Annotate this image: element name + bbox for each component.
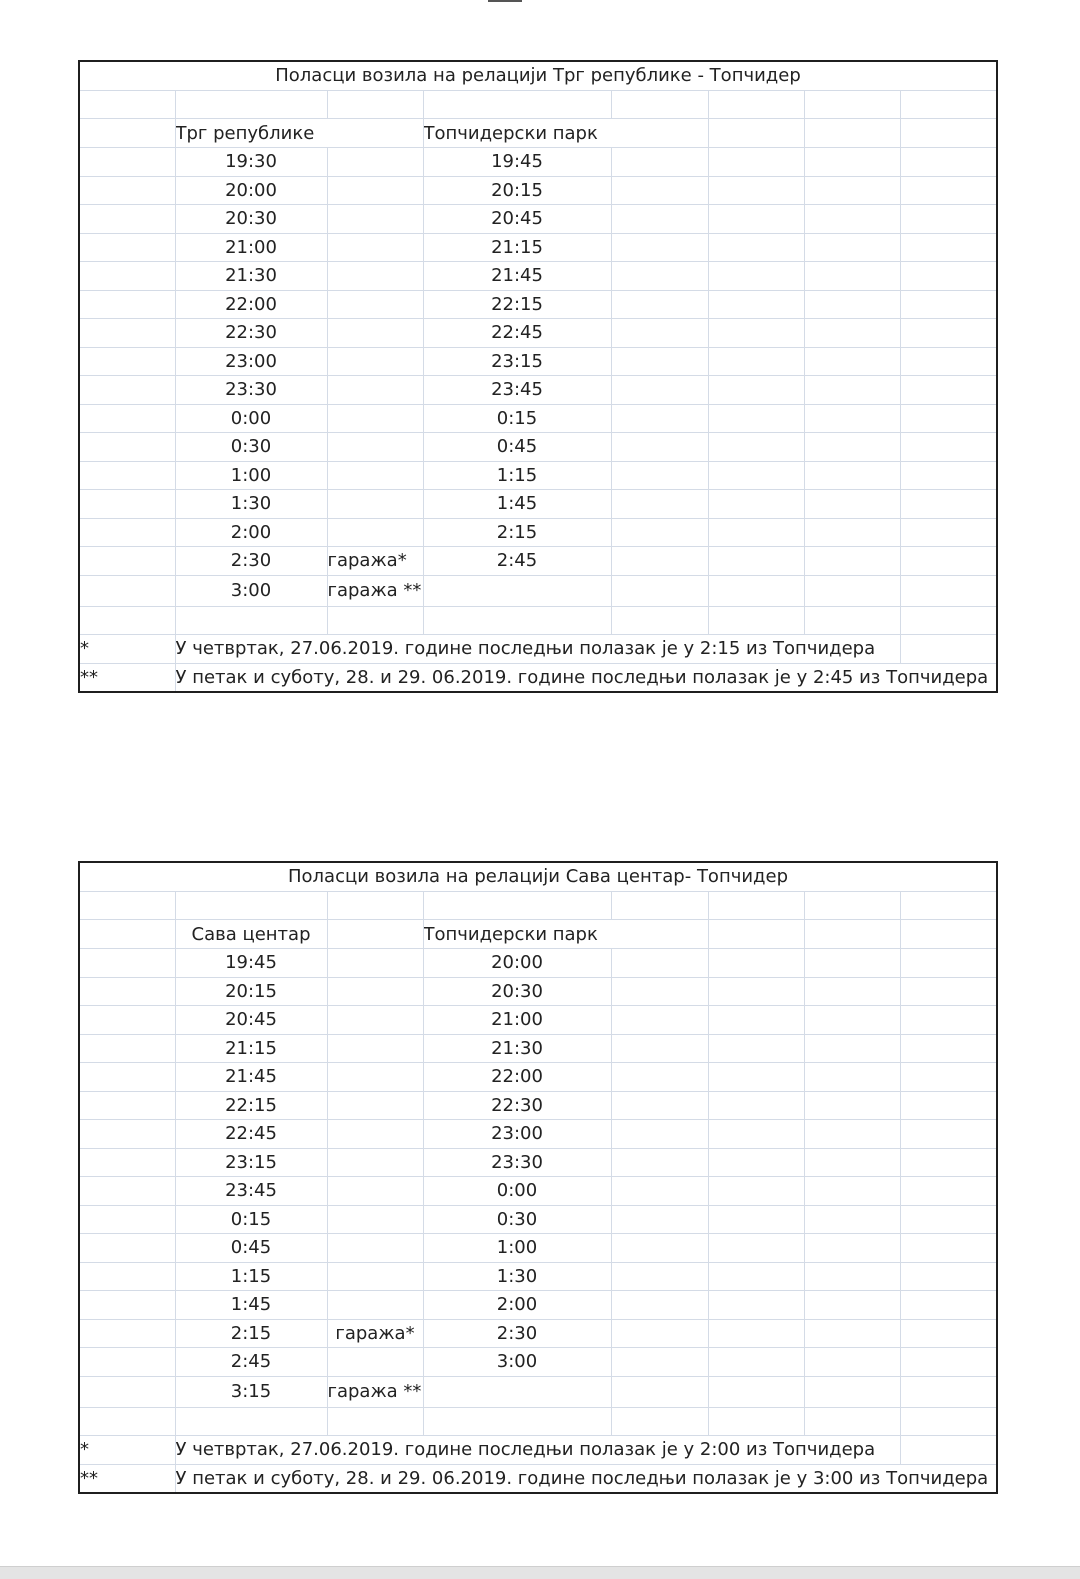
row-note (327, 376, 423, 405)
row-note (327, 1234, 423, 1263)
arrival-time: 22:00 (423, 1063, 611, 1092)
arrival-time: 2:30 (423, 1319, 611, 1348)
row-note (327, 176, 423, 205)
table-row (79, 433, 997, 462)
table-title: Поласци возила на релацији Сава центар- Топчидер (79, 862, 997, 891)
departure-time: 20:00 (175, 176, 327, 205)
footnote-text: У петак и суботу, 28. и 29. 06.2019. године последњи полазак је у 3:00 из Топчидера (175, 1464, 997, 1493)
arrival-time: 23:45 (423, 376, 611, 405)
departure-time: 22:15 (175, 1091, 327, 1120)
departure-time: 1:45 (175, 1291, 327, 1320)
row-note (327, 290, 423, 319)
table-row (79, 1034, 997, 1063)
departure-time: 20:30 (175, 205, 327, 234)
row-note: гаража* (327, 547, 423, 576)
table-row (79, 490, 997, 519)
arrival-time: 2:00 (423, 1291, 611, 1320)
departure-time: 3:00 (175, 575, 327, 606)
arrival-time: 2:45 (423, 547, 611, 576)
column-header-departure: Трг републике (175, 119, 423, 148)
arrival-time: 1:00 (423, 1234, 611, 1263)
table-row (79, 1234, 997, 1263)
departure-time: 1:00 (175, 461, 327, 490)
arrival-time: 23:30 (423, 1148, 611, 1177)
row-note (327, 1063, 423, 1092)
table-row (79, 1319, 997, 1348)
arrival-time: 21:00 (423, 1006, 611, 1035)
departure-time: 2:30 (175, 547, 327, 576)
arrival-time: 0:00 (423, 1177, 611, 1206)
departure-time: 20:15 (175, 977, 327, 1006)
table-row (79, 949, 997, 978)
arrival-time: 23:00 (423, 1120, 611, 1149)
departure-time: 20:45 (175, 1006, 327, 1035)
arrival-time: 2:15 (423, 518, 611, 547)
table-row (79, 404, 997, 433)
arrival-time: 1:15 (423, 461, 611, 490)
footnote-mark: * (79, 635, 175, 664)
footnote-mark: ** (79, 1464, 175, 1493)
row-note (327, 1177, 423, 1206)
row-note (327, 262, 423, 291)
departure-time: 19:45 (175, 949, 327, 978)
departure-time: 3:15 (175, 1376, 327, 1407)
schedule-rows (79, 148, 997, 607)
row-note (327, 518, 423, 547)
row-note (327, 1091, 423, 1120)
table-row (79, 518, 997, 547)
row-note (327, 205, 423, 234)
departure-time: 19:30 (175, 148, 327, 177)
table-row (79, 1006, 997, 1035)
footnote-row (79, 635, 997, 664)
table-row (79, 977, 997, 1006)
row-note (327, 319, 423, 348)
departure-time: 2:15 (175, 1319, 327, 1348)
footnote-mark: * (79, 1436, 175, 1465)
footnote-text: У четвртак, 27.06.2019. године последњи полазак је у 2:15 из Топчидера (175, 635, 900, 664)
bottom-scroll-bar[interactable] (0, 1566, 1080, 1579)
table-row (79, 205, 997, 234)
row-note (327, 1006, 423, 1035)
timetable-sava-centar (78, 861, 998, 1494)
footnote-row (79, 663, 997, 692)
column-header-arrival: Топчидерски парк (423, 119, 708, 148)
arrival-time: 22:30 (423, 1091, 611, 1120)
table-row (79, 1148, 997, 1177)
arrival-time: 21:15 (423, 233, 611, 262)
table-row (79, 1091, 997, 1120)
departure-time: 22:45 (175, 1120, 327, 1149)
arrival-time: 21:45 (423, 262, 611, 291)
column-header-arrival: Топчидерски парк (423, 920, 708, 949)
row-note: гаража* (327, 1319, 423, 1348)
row-note (327, 490, 423, 519)
table-row (79, 1205, 997, 1234)
arrival-time: 22:15 (423, 290, 611, 319)
row-note (327, 949, 423, 978)
table-row (79, 461, 997, 490)
arrival-time: 1:30 (423, 1262, 611, 1291)
arrival-time: 1:45 (423, 490, 611, 519)
arrival-time: 20:15 (423, 176, 611, 205)
footnote-row (79, 1436, 997, 1465)
arrival-time (423, 575, 611, 606)
departure-time: 2:00 (175, 518, 327, 547)
footnote-text: У четвртак, 27.06.2019. године последњи полазак је у 2:00 из Топчидера (175, 1436, 900, 1465)
row-note (327, 347, 423, 376)
row-note (327, 1262, 423, 1291)
arrival-time: 0:30 (423, 1205, 611, 1234)
departure-time: 22:00 (175, 290, 327, 319)
departure-time: 21:15 (175, 1034, 327, 1063)
row-note (327, 1205, 423, 1234)
arrival-time: 22:45 (423, 319, 611, 348)
table-row (79, 1376, 997, 1407)
row-note (327, 1034, 423, 1063)
departure-time: 22:30 (175, 319, 327, 348)
table-row (79, 575, 997, 606)
arrival-time: 23:15 (423, 347, 611, 376)
departure-time: 21:45 (175, 1063, 327, 1092)
departure-time: 23:00 (175, 347, 327, 376)
departure-time: 23:45 (175, 1177, 327, 1206)
row-note (327, 1148, 423, 1177)
departure-time: 23:15 (175, 1148, 327, 1177)
row-note (327, 404, 423, 433)
row-note (327, 1291, 423, 1320)
schedule-rows (79, 949, 997, 1408)
table-row (79, 347, 997, 376)
table-row (79, 233, 997, 262)
departure-time: 21:00 (175, 233, 327, 262)
arrival-time: 20:45 (423, 205, 611, 234)
table-row (79, 1177, 997, 1206)
departure-time: 0:00 (175, 404, 327, 433)
column-header-departure: Сава центар (175, 920, 327, 949)
departure-time: 0:30 (175, 433, 327, 462)
arrival-time (423, 1376, 611, 1407)
row-note (327, 1348, 423, 1377)
table-row (79, 290, 997, 319)
arrival-time: 21:30 (423, 1034, 611, 1063)
arrival-time: 0:15 (423, 404, 611, 433)
arrival-time: 0:45 (423, 433, 611, 462)
row-note (327, 233, 423, 262)
row-note: гаража ** (327, 1376, 423, 1407)
arrival-time: 20:30 (423, 977, 611, 1006)
row-note (327, 461, 423, 490)
row-note (327, 148, 423, 177)
arrival-time: 20:00 (423, 949, 611, 978)
table-row (79, 1063, 997, 1092)
table-row (79, 148, 997, 177)
table-title: Поласци возила на релацији Трг републике - Топчидер (79, 61, 997, 90)
page-top-mark (488, 0, 522, 5)
row-note: гаража ** (327, 575, 423, 606)
table-row (79, 176, 997, 205)
footnote-row (79, 1464, 997, 1493)
table-row (79, 1291, 997, 1320)
table-row (79, 547, 997, 576)
row-note (327, 433, 423, 462)
departure-time: 0:45 (175, 1234, 327, 1263)
timetable-trg-republike (78, 60, 998, 693)
departure-time: 1:15 (175, 1262, 327, 1291)
table-row (79, 1120, 997, 1149)
arrival-time: 3:00 (423, 1348, 611, 1377)
table-row (79, 376, 997, 405)
arrival-time: 19:45 (423, 148, 611, 177)
footnote-text: У петак и суботу, 28. и 29. 06.2019. године последњи полазак је у 2:45 из Топчидера (175, 663, 997, 692)
departure-time: 1:30 (175, 490, 327, 519)
row-note (327, 1120, 423, 1149)
departure-time: 0:15 (175, 1205, 327, 1234)
table-row (79, 1262, 997, 1291)
departure-time: 2:45 (175, 1348, 327, 1377)
row-note (327, 977, 423, 1006)
table-row (79, 262, 997, 291)
table-row (79, 1348, 997, 1377)
departure-time: 23:30 (175, 376, 327, 405)
departure-time: 21:30 (175, 262, 327, 291)
table-row (79, 319, 997, 348)
footnote-mark: ** (79, 663, 175, 692)
